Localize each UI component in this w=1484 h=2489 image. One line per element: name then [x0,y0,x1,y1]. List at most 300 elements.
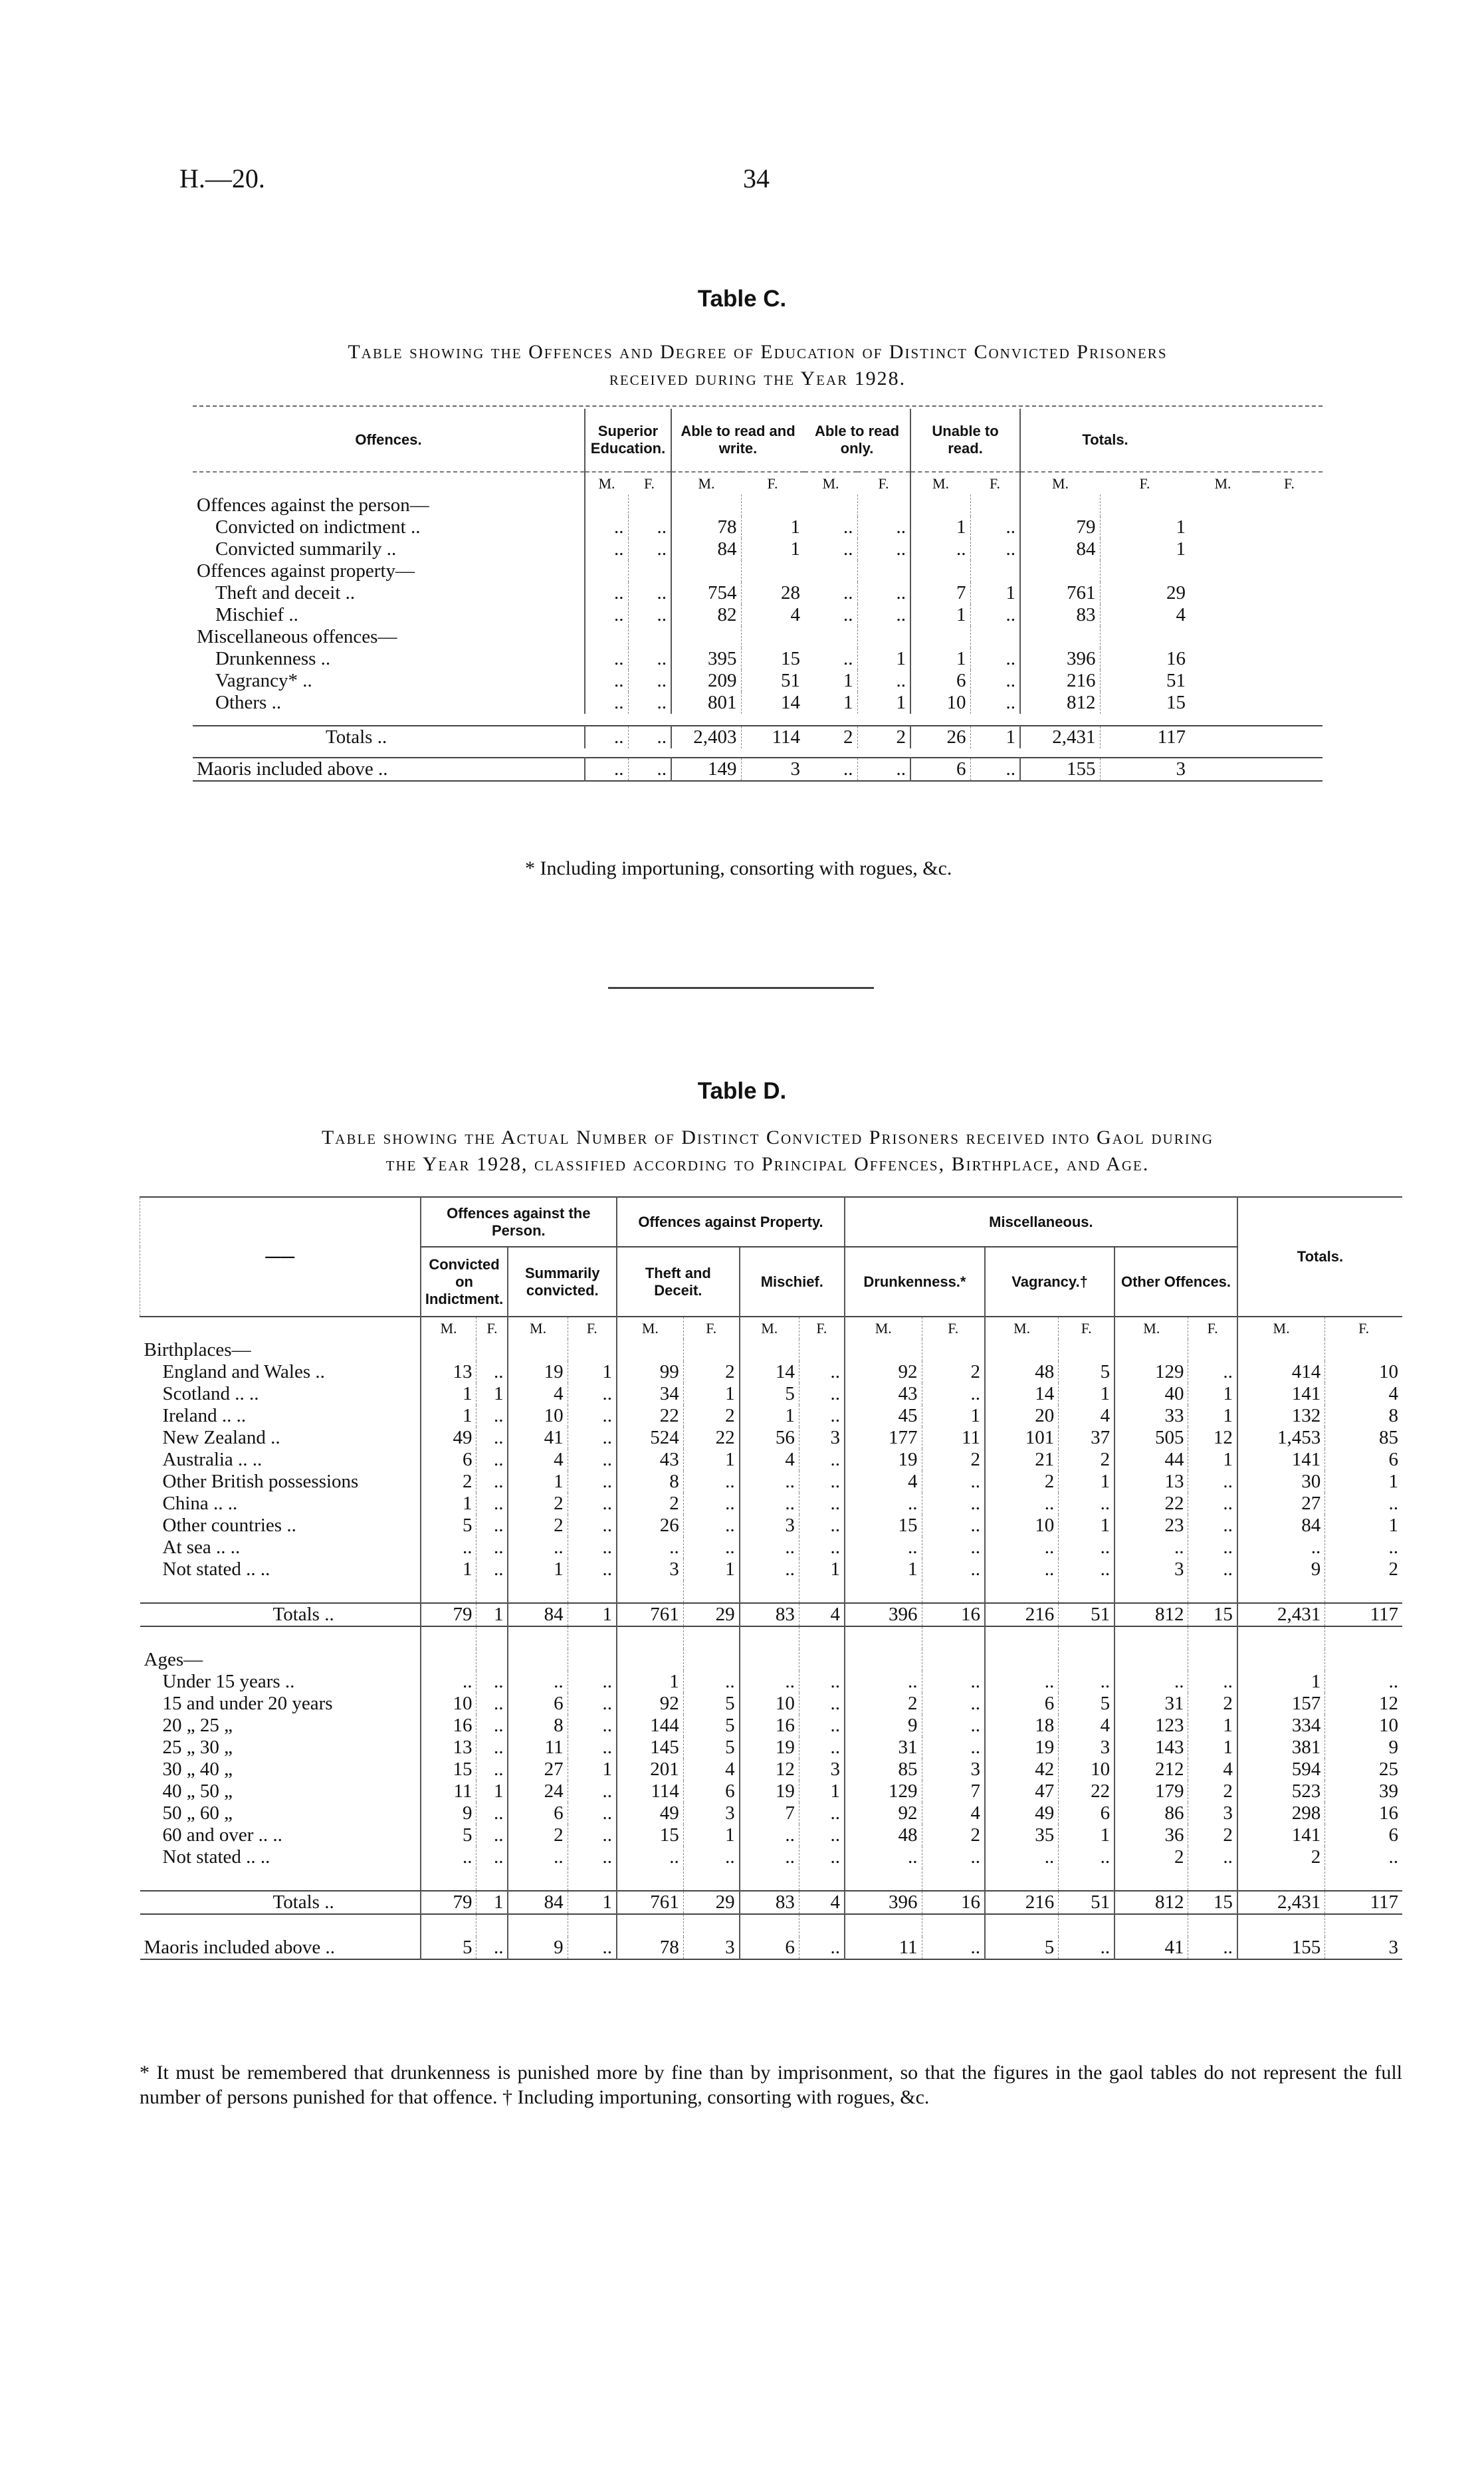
cell: 114 [617,1781,683,1802]
spacer-cell [799,1868,845,1891]
cell: 396 [845,1603,922,1626]
cell: .. [843,538,853,560]
spacer-cell [568,1914,617,1937]
cell [985,1339,1059,1361]
cell: 51 [1059,1891,1114,1914]
cell: 123 [1114,1715,1188,1737]
cell: 1 [568,1361,617,1383]
cell: .. [843,582,853,603]
mf-label: F. [1139,475,1150,492]
cell: .. [568,1781,617,1802]
cell: .. [970,758,1020,781]
cell: 42 [985,1759,1059,1781]
cell: 2 [857,726,910,748]
spacer-cell [508,1580,568,1603]
spacer-cell [1325,1580,1402,1603]
mf-label: M. [910,472,970,494]
mf-label: M. [1237,1317,1325,1339]
cell: .. [568,1802,617,1824]
cell: .. [970,538,1020,560]
spacer-cell [683,1580,739,1603]
cell: 4 [1059,1405,1114,1427]
table-row [140,1824,1403,1846]
cell: 20 [985,1405,1059,1427]
cell: 1 [508,1471,568,1493]
cell: 9 [421,1802,477,1824]
cell [628,494,671,516]
mf-label: F. [477,1317,508,1339]
cell: .. [845,1846,922,1868]
group-person: Offences against the Person. [421,1197,617,1247]
cell: 1 [799,1781,845,1802]
cell: 37 [1059,1427,1114,1449]
cell: .. [843,648,853,669]
cell: .. [477,1515,508,1537]
cell: .. [970,648,1020,670]
mf-label: F. [1059,1317,1114,1339]
cell: 16 [421,1715,477,1737]
cell: 39 [1325,1781,1402,1802]
spacer-cell [799,1626,845,1649]
cell: 5 [683,1693,739,1715]
cell: 1 [1325,1471,1402,1493]
cell: 92 [617,1693,683,1715]
cell: 3 [740,1515,799,1537]
cell: 5 [421,1824,477,1846]
cell: .. [1114,1671,1188,1693]
cell: 16 [740,1715,799,1737]
cell: 2 [683,1361,739,1383]
mf-label: M. [985,1317,1059,1339]
cell: 3 [683,1802,739,1824]
cell: .. [568,1493,617,1515]
cell: 6 [683,1781,739,1802]
cell: 2 [922,1361,985,1383]
cell: .. [1188,1537,1237,1559]
cell: .. [585,538,628,560]
cell: 6 [740,1937,799,1959]
cell: .. [568,1937,617,1959]
cell: 395 [671,648,741,670]
cell: .. [477,1537,508,1559]
cell: 22 [1114,1493,1188,1515]
cell: .. [508,1846,568,1868]
table-c-footnote: * Including importuning, consorting with rogues, &c. [525,857,952,879]
spacer-cell [740,1580,799,1603]
spacer-cell [617,1914,683,1937]
cell: 16 [922,1891,985,1914]
cell: 5 [740,1383,799,1405]
spacer-cell [617,1580,683,1603]
mf-label: M. [671,472,741,494]
mf-label: F. [1284,475,1295,492]
cell: .. [799,1493,845,1515]
cell: 15 [1188,1603,1237,1626]
cell: .. [970,516,1020,538]
cell: 1 [970,726,1020,748]
cell: 145 [617,1737,683,1759]
cell: 812 [1020,692,1100,714]
cell: 7 [740,1802,799,1824]
row-label: Others .. [215,692,282,713]
cell: 27 [508,1759,568,1781]
spacer-cell [421,1914,477,1937]
cell: .. [628,758,671,781]
cell: 2,431 [1237,1603,1325,1626]
cell: 144 [617,1715,683,1737]
row-label: Scotland .. .. [162,1383,259,1404]
cell: 2 [508,1515,568,1537]
cell: .. [477,1759,508,1781]
cell [910,560,970,582]
cell: .. [922,1515,985,1537]
mf-label: F. [1325,1317,1402,1339]
cell: .. [970,670,1020,692]
cell: .. [683,1537,739,1559]
cell: 26 [617,1515,683,1537]
cell: 1 [477,1891,508,1914]
cell: .. [843,604,853,625]
spacer-row [193,748,1323,758]
cell: 22 [683,1427,739,1449]
cell [1188,1339,1237,1361]
cell: .. [1188,1515,1237,1537]
cell: 9 [508,1937,568,1959]
mf-label: M. [617,1317,683,1339]
cell: 43 [845,1383,922,1405]
spacer-cell [1114,1914,1188,1937]
spacer-cell [683,1626,739,1649]
cell: 3 [683,1937,739,1959]
cell: .. [1188,1471,1237,1493]
cell: 23 [1114,1515,1188,1537]
cell: 5 [683,1715,739,1737]
cell: .. [857,758,910,781]
cell: .. [740,1824,799,1846]
cell: .. [857,604,910,626]
col-totals: Totals. [1020,409,1190,472]
cell: .. [799,1715,845,1737]
cell: 1 [477,1383,508,1405]
cell: .. [922,1471,985,1493]
cell: .. [568,1559,617,1580]
cell: .. [508,1671,568,1693]
cell: 10 [1325,1361,1402,1383]
cell [804,494,857,516]
cell: 29 [683,1603,739,1626]
cell: .. [922,1846,985,1868]
cell: .. [970,604,1020,626]
cell: .. [568,1693,617,1715]
col-summarily: Summarily convicted. [508,1247,617,1317]
cell: .. [628,582,671,604]
cell: .. [1188,1671,1237,1693]
spacer-cell [477,1626,508,1649]
cell: .. [568,1449,617,1471]
spacer-cell [1188,1626,1237,1649]
cell: .. [740,1671,799,1693]
cell: .. [922,1671,985,1693]
cell: .. [585,604,628,626]
cell: .. [585,726,628,748]
cell: 117 [1100,726,1190,748]
col-offences: Offences. [355,431,422,448]
mf-label: F. [878,475,889,492]
cell [508,1649,568,1671]
cell: 1 [845,1559,922,1580]
cell: 83 [1020,604,1100,626]
cell: 3 [1100,758,1190,781]
cell: 177 [845,1427,922,1449]
cell: 51 [741,670,804,692]
col-superior: Superior Education. [585,409,671,472]
row-label: Maoris included above .. [197,758,388,780]
cell: .. [628,726,671,748]
cell: 6 [508,1693,568,1715]
cell [671,626,741,648]
cell: 117 [1325,1891,1402,1914]
table-row [140,1559,1403,1580]
spacer-cell [421,1868,477,1891]
cell: 1 [1188,1383,1237,1405]
cell: 6 [1325,1824,1402,1846]
cell: 524 [617,1427,683,1449]
cell: 1 [477,1781,508,1802]
cell: 2,431 [1020,726,1100,748]
cell [857,626,910,648]
cell: 155 [1237,1937,1325,1959]
spacer-cell [508,1626,568,1649]
totals-row [193,726,1323,748]
cell: 4 [741,604,804,626]
cell: 1 [1188,1449,1237,1471]
cell: .. [585,758,628,781]
spacer-cell [985,1868,1059,1891]
row-label: New Zealand .. [162,1427,280,1448]
maoris-row [140,1937,1403,1959]
table-row [140,1693,1403,1715]
row-label: Mischief .. [215,604,298,625]
cell: 101 [985,1427,1059,1449]
cell [799,1339,845,1361]
cell: .. [477,1824,508,1846]
cell: 19 [985,1737,1059,1759]
cell: 1 [1188,1715,1237,1737]
cell [1020,626,1100,648]
cell: 19 [740,1737,799,1759]
cell: .. [843,758,853,780]
cell [970,626,1020,648]
cell: 83 [740,1603,799,1626]
row-label: 25 „ 30 „ [162,1737,233,1758]
mf-label: M. [740,1317,799,1339]
cell: .. [1059,1493,1114,1515]
spacer-cell [1114,1580,1188,1603]
cell: .. [585,670,628,692]
cell: .. [568,1737,617,1759]
cell: 216 [1020,670,1100,692]
cell: 2 [508,1493,568,1515]
cell: 10 [421,1693,477,1715]
cell: 523 [1237,1781,1325,1802]
cell [477,1649,508,1671]
cell [1114,1649,1188,1671]
row-label: Drunkenness .. [215,648,331,669]
cell: 396 [1020,648,1100,670]
cell: 15 [1100,692,1190,714]
table-row [193,604,1323,626]
table-row [140,1427,1403,1449]
cell [1325,1649,1402,1671]
cell: .. [628,670,671,692]
spacer-cell [140,1580,421,1603]
mf-label: F. [683,1317,739,1339]
spacer-cell [1114,1868,1188,1891]
mf-header-row [193,472,1323,494]
cell [671,494,741,516]
cell [845,1649,922,1671]
table-row [140,1471,1403,1493]
row-label: 30 „ 40 „ [162,1759,233,1780]
cell: 1 [910,516,970,538]
cell [970,494,1020,516]
row-label: Totals .. [272,1892,334,1913]
table-row [140,1449,1403,1471]
spacer-cell [421,1626,477,1649]
cell: 761 [617,1603,683,1626]
cell: 4 [1059,1715,1114,1737]
cell: .. [1059,1559,1114,1580]
cell: 84 [1020,538,1100,560]
cell: .. [568,1715,617,1737]
table-c-title: Table C. [697,286,787,312]
cell: 5 [1059,1693,1114,1715]
cell: 78 [617,1937,683,1959]
cell [421,1339,477,1361]
cell: .. [845,1493,922,1515]
spacer-cell [683,1914,739,1937]
cell: 5 [683,1737,739,1759]
spacer-cell [922,1626,985,1649]
cell: 761 [617,1891,683,1914]
cell: 6 [508,1802,568,1824]
cell: 19 [740,1781,799,1802]
cell: 334 [1237,1715,1325,1737]
cell: 14 [741,692,804,714]
table-row [140,1405,1403,1427]
cell: 1 [683,1559,739,1580]
cell [857,560,910,582]
cell: .. [922,1559,985,1580]
cell: 1 [421,1493,477,1515]
cell: 15 [421,1759,477,1781]
cell [922,1649,985,1671]
cell: .. [857,538,910,560]
spacer-cell [1325,1914,1402,1937]
spacer-cell [740,1868,799,1891]
cell: .. [1325,1537,1402,1559]
cell: 9 [845,1715,922,1737]
group-totals: Totals. [1237,1197,1402,1317]
cell: 1 [843,670,853,691]
spacer-cell [845,1626,922,1649]
table-d [140,1196,1402,1960]
cell: .. [477,1937,508,1959]
cell: .. [985,1671,1059,1693]
section-divider [608,987,874,989]
cell: 201 [617,1759,683,1781]
cell: .. [922,1383,985,1405]
cell: .. [845,1537,922,1559]
table-row [140,1537,1403,1559]
cell: .. [585,648,628,670]
cell [741,626,804,648]
cell: 2,431 [1237,1891,1325,1914]
table-c-caption [133,339,1382,392]
cell [804,560,857,582]
cell: 1 [1188,1405,1237,1427]
cell: 1 [568,1891,617,1914]
cell: 179 [1114,1781,1188,1802]
cell: 132 [1237,1405,1325,1427]
spacer-cell [1188,1868,1237,1891]
cell: 84 [508,1891,568,1914]
table-row [193,626,1323,648]
spacer-cell [1059,1868,1114,1891]
cell: 4 [740,1449,799,1471]
cell: 381 [1237,1737,1325,1759]
cell: 41 [1114,1937,1188,1959]
row-label: Offences against the person— [197,494,429,516]
cell: .. [477,1671,508,1693]
table-row [140,1383,1403,1405]
cell: 4 [799,1603,845,1626]
row-label: 40 „ 50 „ [162,1781,233,1802]
cell: .. [857,516,910,538]
cell: .. [683,1493,739,1515]
cell: 6 [1059,1802,1114,1824]
cell: .. [477,1802,508,1824]
cell: 4 [508,1449,568,1471]
col-indictment: Convicted on Indictment. [421,1247,508,1317]
cell: 2 [617,1493,683,1515]
spacer-cell [568,1626,617,1649]
cell: 79 [1020,516,1100,538]
cell: 1 [799,1559,845,1580]
cell [857,494,910,516]
cell: 2,403 [671,726,741,748]
row-label: Australia .. .. [162,1449,263,1470]
cell: .. [922,1937,985,1959]
cell [799,1649,845,1671]
cell [585,560,628,582]
cell: 41 [508,1427,568,1449]
cell: .. [740,1846,799,1868]
cell: 49 [421,1427,477,1449]
cell: 1 [683,1824,739,1846]
cell: 10 [985,1515,1059,1537]
cell: 3 [799,1759,845,1781]
cell: 15 [741,648,804,670]
mf-label: M. [1214,475,1231,492]
spacer-cell [1237,1580,1325,1603]
maoris-row [193,758,1323,781]
row-label: Totals .. [326,726,387,748]
cell: .. [1059,1671,1114,1693]
spacer-cell [617,1626,683,1649]
cell: 1 [421,1405,477,1427]
cell [845,1339,922,1361]
